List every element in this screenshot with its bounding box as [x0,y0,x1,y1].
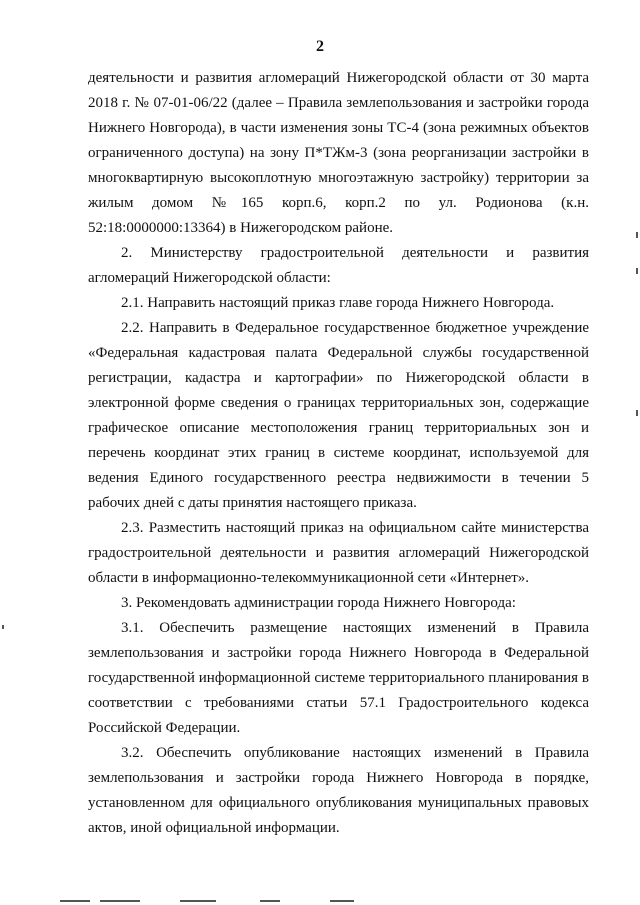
paragraph-item-2-3: 2.3. Разместить настоящий приказ на официальном сайте министерства градостроительной деятельности и развития агломераций Нижегородской области в информационно-телекоммуникационной сети «Интернет». [88,520,589,586]
paragraph-item-2-1: 2.1. Направить настоящий приказ главе города Нижнего Новгорода. [121,295,555,311]
scan-mark [636,268,638,274]
paragraph-continuation: деятельности и развития агломераций Нижегородской области от 30 марта 2018 г. № 07-01-06/22 (далее – Правила землепользования и застройки города Нижнего Новгорода), в части изменения зоны ТС-4 (зона режимных объектов ограниченного доступа) на зону П*ТЖм-3 (зона реорганизации застройки в многоквартирную высокоплотную многоэтажную застройку) территории за жилым домом №165 корп.6, корп.2 по ул. Родионова (к.н. 52:18:0000000:13364) в Нижегородском районе. [88,70,589,236]
scan-mark [180,900,216,902]
document-body [88,66,589,841]
paragraph-item-3: 3. Рекомендовать администрации города Нижнего Новгорода: [121,595,516,611]
paragraph-item-3-2: 3.2. Обеспечить опубликование настоящих изменений в Правила землепользования и застройки города Нижнего Новгорода в порядке, установленном для официального опубликования муниципальных правовых актов, иной официальной информации. [88,745,589,836]
scan-mark [260,900,280,902]
scan-mark [636,232,638,238]
scan-mark [100,900,140,902]
page-number: 2 [316,38,324,55]
scan-mark [60,900,90,902]
scan-mark [2,625,4,629]
paragraph-item-3-1: 3.1. Обеспечить размещение настоящих изменений в Правила землепользования и застройки города Нижнего Новгорода в Федеральной государственной информационной системе территориального планирования в соответствии с требованиями статьи 57.1 Градостроительного кодекса Российской Федерации. [88,620,589,736]
paragraph-item-2: 2. Министерству градостроительной деятельности и развития агломераций Нижегородской области: [88,245,589,286]
scan-mark [330,900,354,902]
scan-mark [636,410,638,416]
paragraph-item-2-2: 2.2. Направить в Федеральное государственное бюджетное учреждение «Федеральная кадастровая палата Федеральной службы государственной регистрации, кадастра и картографии» по Нижегородской области в электронной форме сведения о границах территориальных зон, содержащие графическое описание местоположения границ территориальных зон и перечень координат этих границ в системе координат, используемой для ведения Единого государственного реестра недвижимости в течении 5 рабочих дней с даты принятия настоящего приказа. [88,320,589,511]
